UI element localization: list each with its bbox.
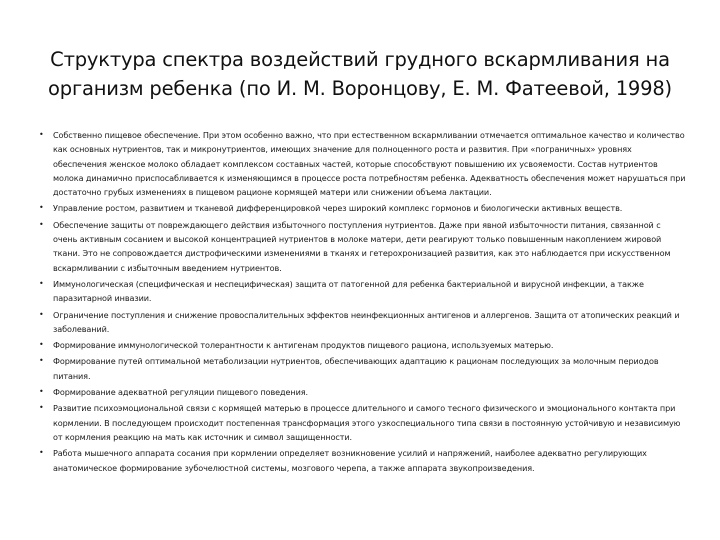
- bullet-marker: •: [39, 403, 44, 413]
- bullet-item: [38, 401, 686, 444]
- bullet-marker: •: [39, 356, 44, 366]
- bullet-item: [38, 354, 686, 383]
- bullet-item: [38, 128, 686, 199]
- bullet-text: Формирование адекватной регуляции пищевого поведения.: [53, 387, 309, 398]
- slide-title: Структура спектра воздействий грудного вскармливания на организм ребенка (по И. М. Воронцову, Е. М. Фатеевой, 1998): [48, 48, 672, 101]
- bullet-item: [38, 201, 686, 215]
- bullet-text: Ограничение поступления и снижение провоспалительных эффектов неинфекционных антигенов и аллергенов. Защита от атопических реакций и заболеваний.: [53, 309, 680, 334]
- bullet-list: [38, 128, 686, 477]
- bullet-item: [38, 446, 686, 475]
- bullet-text: Формирование иммунологической толерантности к антигенам продуктов пищевого рациона, используемых матерью.: [53, 340, 554, 351]
- bullet-marker: •: [39, 278, 44, 288]
- bullet-text: Работа мышечного аппарата сосания при кормлении определяет возникновение усилий и напряжений, наиболее адекватно регулирующих анатомическое формирование зубочелюстной системы, мозгового черепа, а также аппарата звукопроизведения.: [53, 448, 647, 473]
- bullet-marker: •: [39, 130, 44, 139]
- bullet-text: Управление ростом, развитием и тканевой дифференцировкой через широкий комплекс гормонов и биологически активных веществ.: [53, 203, 623, 214]
- bullet-marker: •: [39, 387, 44, 397]
- bullet-text: Развитие психоэмоциональной связи с кормящей матерью в процессе длительного и самого тесного физического и эмоционального контакта при кормлении. В последующем происходит постепенная трансформация этого узкоспециального типа связи в постоянную устойчивую и независимую от кормления реакцию на мать как источник и символ защищенности.: [53, 403, 681, 442]
- bullet-item: [38, 277, 686, 306]
- bullet-text: Собственно пищевое обеспечение. При этом особенно важно, что при естественном вскармливании отмечается оптимальное качество и количество как основных нутриентов, так и микронутриентов, имеющих значение для полноценного роста и развития. При «пограничных» уровнях обеспечения женское молоко обладает комплексом составных частей, которые способствуют повышению их усвояемости. Состав нутриентов молока динамично приспосабливается к изменяющимся в процессе роста потребностям ребенка. Адекватность обеспечения может нарушаться при достаточно грубых изменениях в пищевом рационе кормящей матери или снижении объема лактации.: [53, 130, 686, 198]
- bullet-item: [38, 218, 686, 275]
- bullet-item: [38, 338, 686, 352]
- bullet-text: Формирование путей оптимальной метаболизации нутриентов, обеспечивающих адаптацию к рационам последующих за молочным периодов питания.: [53, 356, 659, 381]
- bullet-marker: •: [39, 219, 44, 229]
- bullet-marker: •: [39, 448, 44, 458]
- bullet-item: [38, 308, 686, 337]
- bullet-item: [38, 385, 686, 399]
- bullet-marker: •: [39, 340, 44, 350]
- bullet-text: Иммунологическая (специфическая и неспецифическая) защита от патогенной для ребенка бактериальной и вирусной инфекции, а также паразитарной инвазии.: [53, 278, 644, 304]
- bullet-text: Обеспечение защиты от повреждающего действия избыточного поступления нутриентов. Даже при явной избыточности питания, связанной с очень активным сосанием и высокой концентрацией нутриентов в молоке матери, дети реагируют только повышенным накоплением жировой ткани. Это не сопровождается дистрофическими изменениями в тканях и гетерохронизацией развития, как это наблюдается при искусственном вскармливании с избыточным введением нутриентов.: [53, 219, 671, 273]
- bullet-marker: •: [39, 309, 44, 319]
- bullet-marker: •: [39, 203, 44, 213]
